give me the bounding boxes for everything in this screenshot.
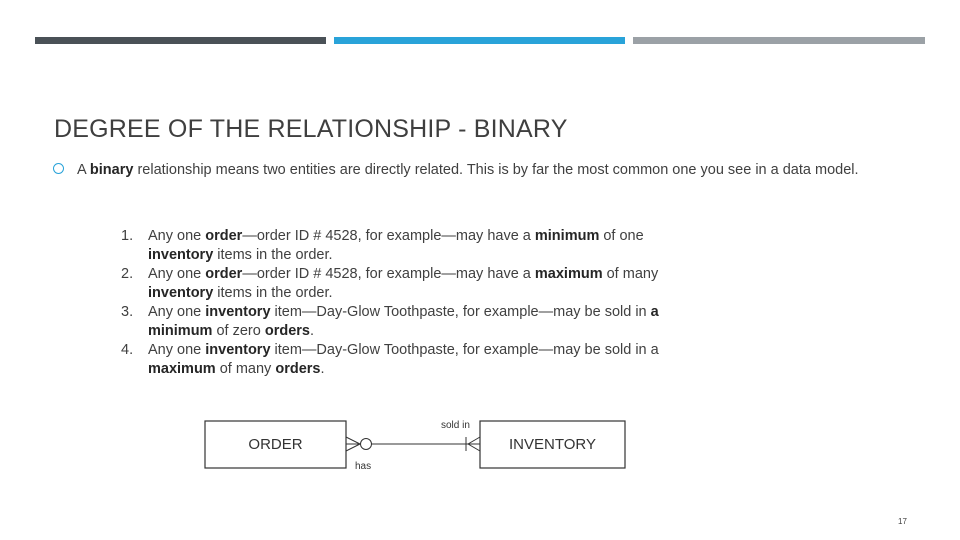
zero-optional-circle-icon <box>361 439 372 450</box>
bold-a: a minimum <box>148 304 659 339</box>
has-label: has <box>355 461 372 472</box>
sold-in-label: sold in <box>441 420 470 431</box>
slide-title: DEGREE OF THE RELATIONSHIP - BINARY <box>54 115 568 143</box>
list-item: 2. Any one order—order ID # 4528, for example—may have a maximum of many inventory items in the order. <box>121 266 659 301</box>
bullet-text: A binary relationship means two entities are directly related. This is by far the most common one you see in a data model. <box>77 162 859 178</box>
list-item: 3. Any one inventory item—Day-Glow Toothpaste, for example—may be sold in a minimum of zero orders. <box>121 304 659 339</box>
list-item: 1. Any one order—order ID # 4528, for example—may have a minimum of one inventory items in the order. <box>121 228 644 263</box>
inventory-entity-label: INVENTORY <box>509 436 596 453</box>
list-item: 4. Any one inventory item—Day-Glow Toothpaste, for example—may be sold in a maximum of many orders. <box>121 342 659 377</box>
page-number: 17 <box>898 517 907 526</box>
order-entity-label: ORDER <box>248 436 303 453</box>
